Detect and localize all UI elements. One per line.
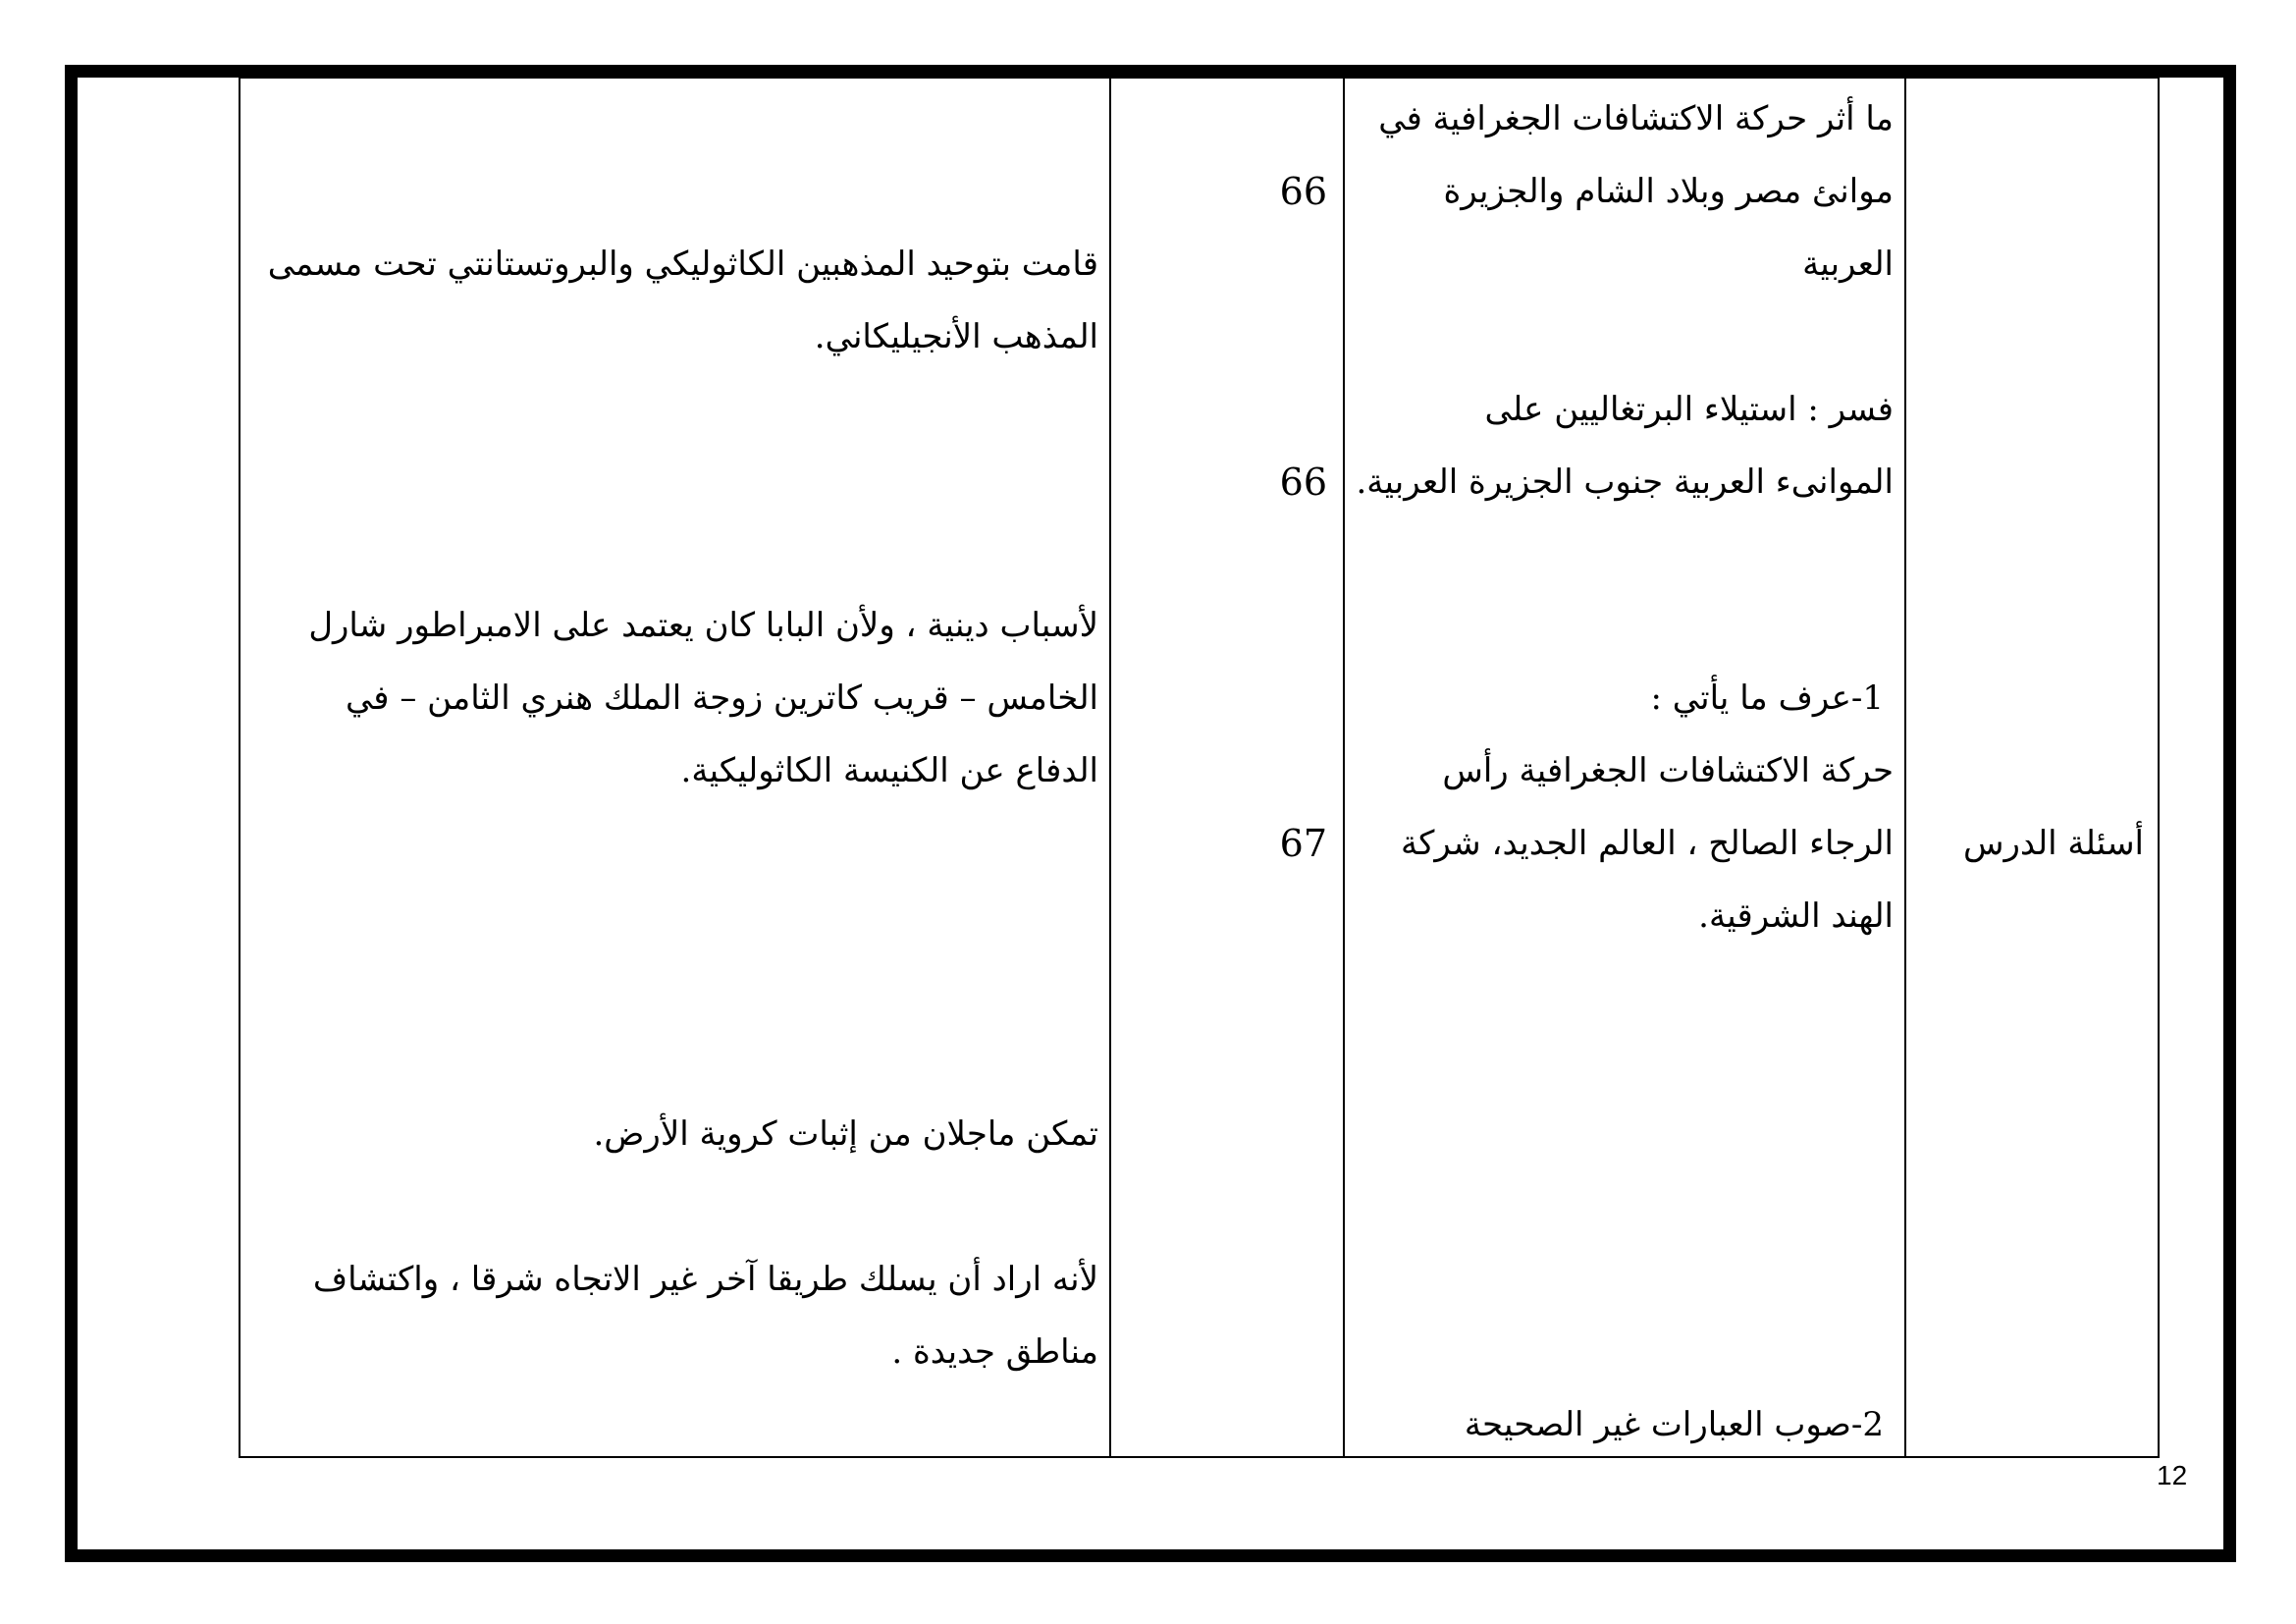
column-divider-answers	[1109, 77, 1111, 1458]
question-line: الرجاء الصالح ، العالم الجديد، شركة	[1401, 824, 1894, 863]
question-line: ما أثر حركة الاكتشافات الجغرافية في	[1378, 99, 1894, 138]
page-reference: 66	[1279, 170, 1327, 213]
answer-line: لأنه اراد أن يسلك طريقا آخر غير الاتجاه شرقا ، واكتشاف	[312, 1260, 1098, 1299]
question-line: الهند الشرقية.	[1698, 896, 1894, 936]
question-line: العربية	[1802, 244, 1894, 284]
question-line: 1-عرف ما يأتي :	[1650, 678, 1884, 718]
answer-line: تمكن ماجلان من إثبات كروية الأرض.	[593, 1114, 1098, 1154]
row-label: أسئلة الدرس	[1962, 824, 2144, 863]
column-divider-questions	[1904, 77, 1906, 1458]
answer-line: قامت بتوحيد المذهبين الكاثوليكي والبروتستانتي تحت مسمى	[267, 244, 1098, 284]
page-number: 12	[2157, 1460, 2188, 1490]
question-line: الموانىء العربية جنوب الجزيرة العربية.	[1356, 462, 1894, 502]
question-line: 2-صوب العبارات غير الصحيحة	[1464, 1405, 1884, 1444]
answer-line: المذهب الأنجيليكاني.	[814, 317, 1098, 356]
column-divider-pages	[1343, 77, 1345, 1458]
answer-line: لأسباب دينية ، ولأن البابا كان يعتمد على الامبراطور شارل	[308, 606, 1098, 645]
answer-line: الدفاع عن الكنيسة الكاثوليكية.	[680, 751, 1098, 790]
page-reference: 66	[1279, 460, 1327, 504]
answer-line: الخامس – قريب كاترين زوجة الملك هنري الثامن – في	[345, 678, 1098, 718]
answer-line: مناطق جديدة .	[891, 1332, 1098, 1372]
page-reference: 67	[1279, 822, 1327, 865]
question-line: موانئ مصر وبلاد الشام والجزيرة	[1443, 172, 1894, 211]
question-line: حركة الاكتشافات الجغرافية رأس	[1442, 751, 1894, 790]
question-line: فسر : استيلاء البرتغاليين على	[1484, 390, 1894, 429]
